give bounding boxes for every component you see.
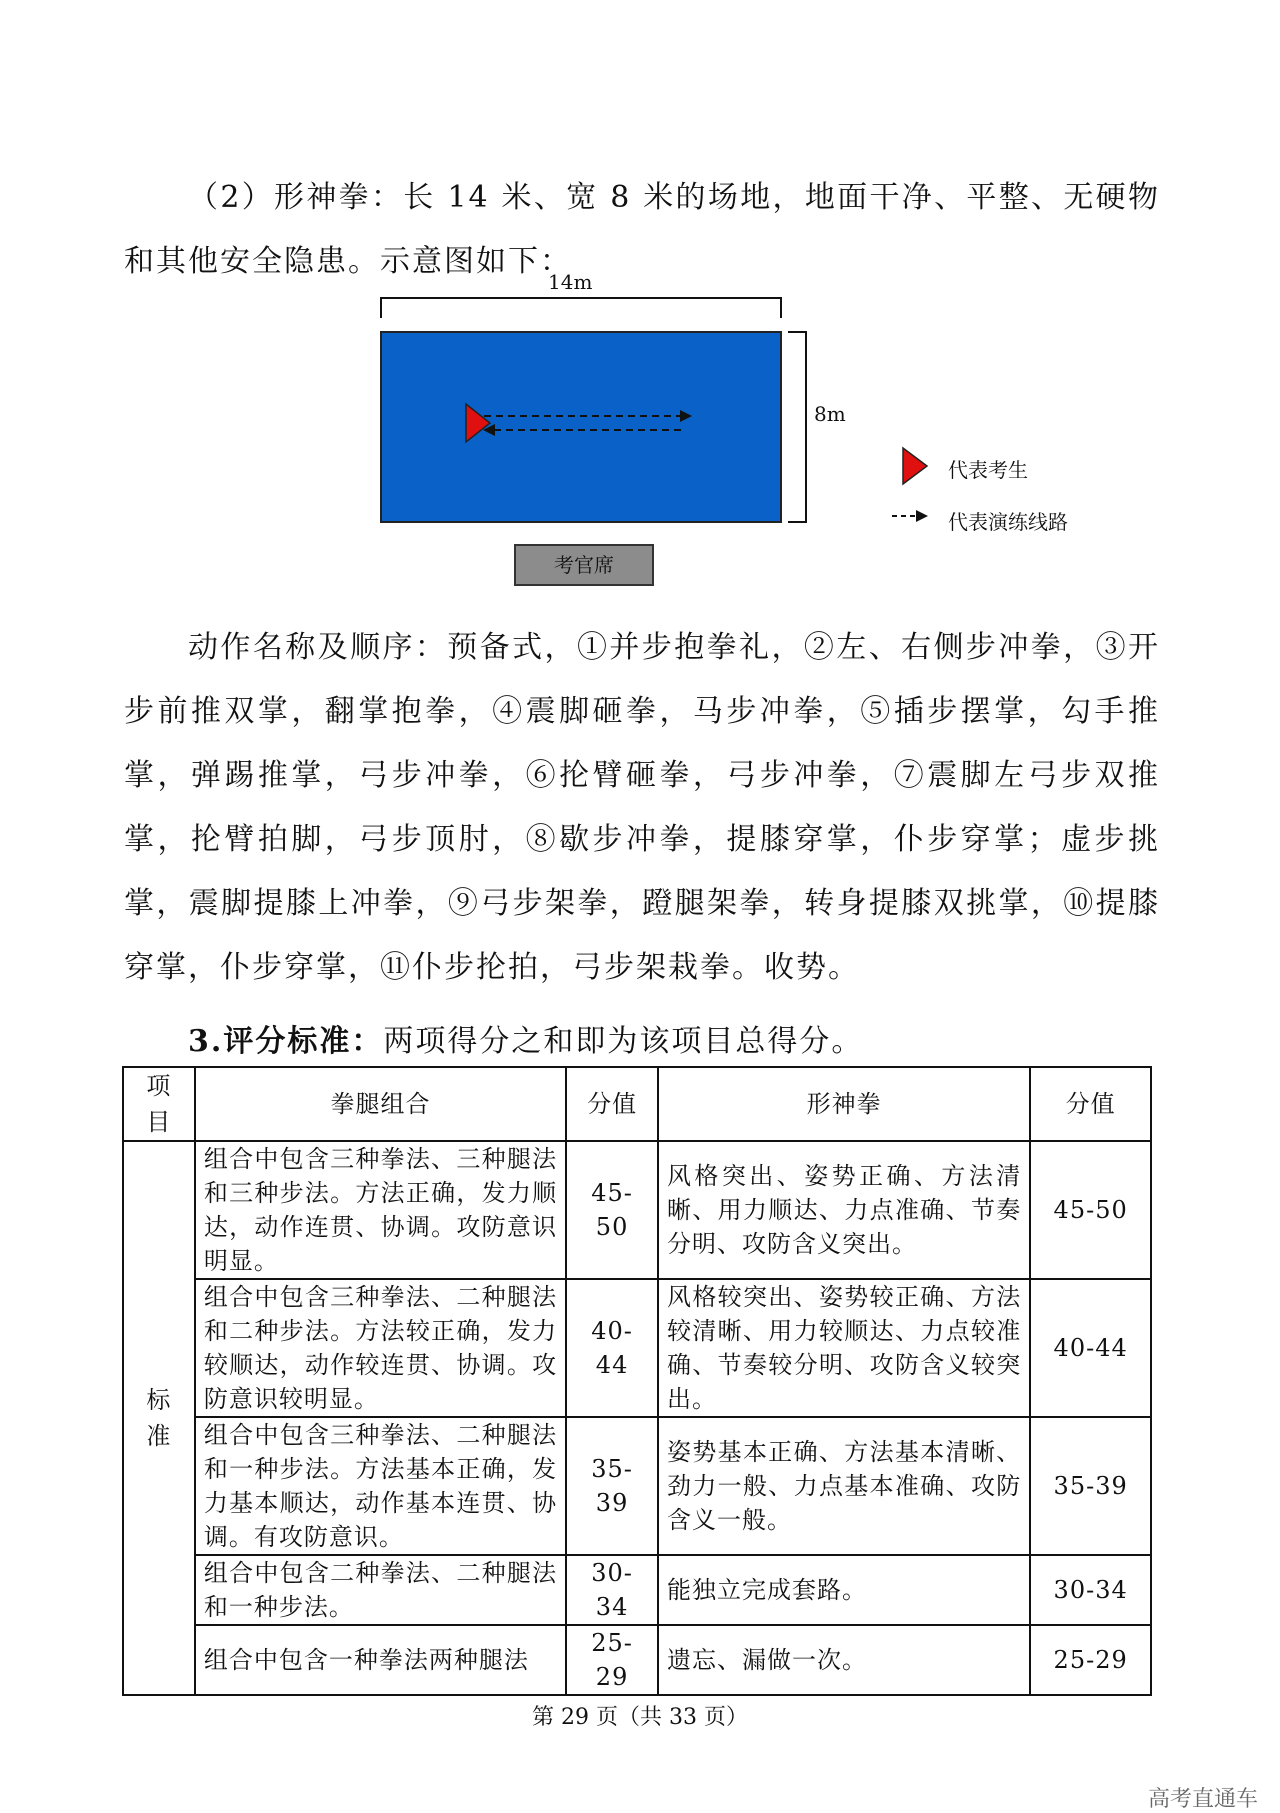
combo-cell: 组合中包含一种拳法两种腿法 (195, 1625, 566, 1695)
scoring-heading (188, 1010, 863, 1074)
combo-cell: 组合中包含三种拳法、二种腿法和一种步法。方法基本正确，发力基本顺达，动作基本连贯、协调。有攻防意识。 (195, 1417, 566, 1555)
table-row (123, 1141, 1151, 1279)
combo-cell: 组合中包含三种拳法、三种腿法和三种步法。方法正确，发力顺达，动作连贯、协调。攻防意识明显。 (195, 1141, 566, 1279)
candidate-marker-icon (466, 404, 490, 442)
score1-cell: 25-29 (566, 1625, 658, 1695)
score2-cell: 25-29 (1030, 1625, 1151, 1695)
score1-cell: 40-44 (566, 1279, 658, 1417)
sequence-paragraph: 动作名称及顺序：预备式，①并步抱拳礼，②左、右侧步冲拳，③开步前推双掌，翻掌抱拳，④震脚砸拳，马步冲拳，⑤插步摆掌，勾手推掌，弹踢推掌，弓步冲拳，⑥抡臂砸拳，弓步冲拳，⑦震脚左弓步双推掌，抡臂拍脚，弓步顶肘，⑧歇步冲拳，提膝穿掌，仆步穿掌；虚步挑掌，震脚提膝上冲拳，⑨弓步架拳，蹬腿架拳，转身提膝双挑掌，⑩提膝穿掌，仆步穿掌，⑪仆步抡拍，弓步架栽拳。收势。 (124, 630, 1160, 985)
combo-cell: 组合中包含二种拳法、二种腿法和一种步法。 (195, 1555, 566, 1625)
form-cell: 风格突出、姿势正确、方法清晰、用力顺达、力点准确、节奏分明、攻防含义突出。 (658, 1141, 1030, 1279)
score2-cell: 30-34 (1030, 1555, 1151, 1625)
field-area (381, 332, 781, 522)
scoring-heading-bold: 3.评分标准： (188, 1024, 384, 1059)
table-row (123, 1417, 1151, 1555)
watermark: 高考直通车 (1147, 1787, 1258, 1812)
combo-cell: 组合中包含三种拳法、二种腿法和二种步法。方法较正确，发力较顺达，动作较连贯、协调。攻防意识较明显。 (195, 1279, 566, 1417)
score1-cell: 30-34 (566, 1555, 658, 1625)
header-form: 形神拳 (658, 1067, 1030, 1141)
legend-route-label: 代表演练线路 (948, 510, 1068, 534)
legend-candidate-icon (903, 448, 927, 484)
scoring-heading-rest: 两项得分之和即为该项目总得分。 (383, 1024, 864, 1059)
route-forward-arrowhead (680, 410, 692, 422)
header-score1: 分值 (566, 1067, 658, 1141)
row-label-standard: 标准 (123, 1141, 195, 1695)
score1-cell: 35-39 (566, 1417, 658, 1555)
table-row (123, 1625, 1151, 1695)
scoring-table (122, 1066, 1152, 1696)
route-back-arrowhead (483, 424, 495, 436)
legend-candidate-label: 代表考生 (948, 458, 1028, 482)
form-cell: 姿势基本正确、方法基本清晰、劲力一般、力点基本准确、攻防含义一般。 (658, 1417, 1030, 1555)
form-cell: 能独立完成套路。 (658, 1555, 1030, 1625)
width-dimension-bracket (381, 298, 781, 318)
score2-cell: 40-44 (1030, 1279, 1151, 1417)
form-cell: 风格较突出、姿势较正确、方法较清晰、用力较顺达、力点较准确、节奏较分明、攻防含义较突出。 (658, 1279, 1030, 1417)
table-row (123, 1555, 1151, 1625)
table-header-row (123, 1067, 1151, 1141)
score2-cell: 35-39 (1030, 1417, 1151, 1555)
score2-cell: 45-50 (1030, 1141, 1151, 1279)
field-diagram (0, 0, 1280, 600)
header-combo: 拳腿组合 (195, 1067, 566, 1141)
table-row (123, 1279, 1151, 1417)
legend-route-arrowhead (916, 510, 928, 522)
header-score2: 分值 (1030, 1067, 1151, 1141)
score1-cell: 45-50 (566, 1141, 658, 1279)
intro-paragraph: （2）形神拳：长 14 米、宽 8 米的场地，地面干净、平整、无硬物和其他安全隐患。示意图如下： (124, 180, 1160, 279)
width-label: 14m (548, 270, 593, 294)
header-project: 项目 (123, 1067, 195, 1141)
height-label: 8m (814, 402, 846, 426)
height-dimension-bracket (788, 332, 806, 522)
judge-seat: 考官席 (514, 544, 654, 586)
form-cell: 遗忘、漏做一次。 (658, 1625, 1030, 1695)
page-number: 第 29 页（共 33 页） (532, 1705, 748, 1730)
